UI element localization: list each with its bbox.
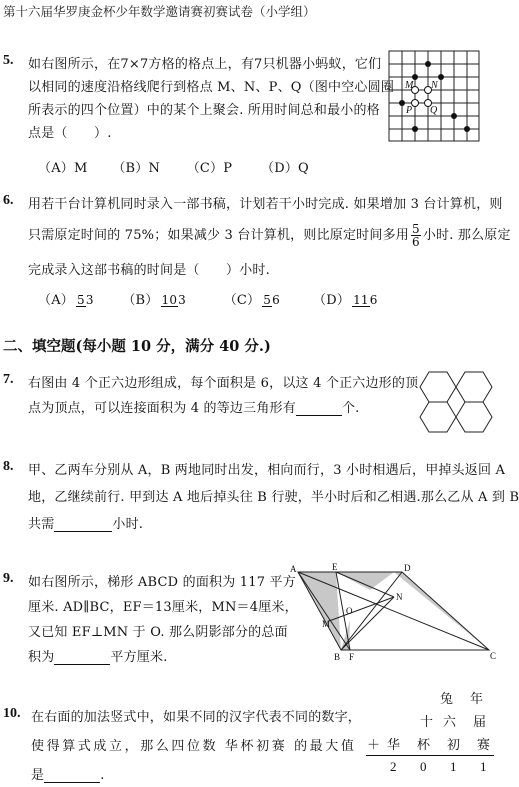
label-q: Q (430, 105, 438, 116)
label-m: M (322, 619, 331, 629)
q5-line-4: 点是（ ）. (28, 126, 112, 141)
q7-answer-blank[interactable] (296, 403, 342, 416)
hexagon-bottom-left (420, 402, 456, 432)
trapezoid-figure (284, 564, 498, 664)
q6-option-d[interactable]: （D） 116 (313, 293, 378, 308)
hexagon-bottom-right (456, 402, 492, 432)
q9-line-3: 又已知 EF⊥MN 于 O. 那么阴影部分的总面 (28, 625, 288, 640)
q5-option-d[interactable]: （D）Q (261, 161, 309, 176)
q10-line-3: 是 . (31, 768, 105, 783)
hexagon-top-right (456, 372, 492, 402)
label-o: O (346, 606, 353, 616)
q7-number: 7. (3, 372, 14, 387)
q8-line-2: 地，乙继续前行. 甲到达 A 地后掉头往 B 行驶，半小时后和乙相遇.那么乙从 A 到 B (28, 490, 519, 505)
q9-line-4: 积为 平方厘米. (28, 650, 168, 665)
q8-line-3: 共需 小时. (28, 517, 144, 532)
q5-line-2: 以相同的速度沿格线爬行到格点 M、N、P、Q（图中空心圆圈 (28, 80, 395, 95)
puzzle-row-3: ＋ 华 杯 初 赛 (367, 738, 491, 753)
q6-inline-fraction: $\frac{5}{6}$ (411, 222, 420, 249)
q10-number: 10. (3, 706, 21, 721)
q9-answer-blank[interactable] (54, 652, 110, 665)
ant-grid-figure (385, 47, 485, 147)
q6-option-b[interactable]: （B） 103 (122, 293, 187, 308)
q9-line-1: 如右图所示，梯形 ABCD 的面积为 117 平方 (28, 575, 296, 590)
q6-number: 6. (3, 193, 14, 208)
q8-line-1: 甲、乙两车分别从 A，B 两地同时出发，相向而行，3 小时相遇后，甲掉头返回 A (28, 463, 506, 478)
section-2-title: 二、填空题(每小题 10 分，满分 40 分.) (3, 338, 271, 355)
q5-number: 5. (3, 53, 14, 68)
ant-dots (399, 61, 470, 132)
label-n: N (431, 80, 438, 91)
label-n: N (396, 592, 403, 602)
q9-number: 9. (3, 571, 14, 586)
q5-line-1: 如右图所示，在7×7方格的格点上，有7只机器小蚂蚁，它们 (28, 57, 382, 72)
puzzle-row-1: 兔 年 (440, 692, 484, 707)
q6-line-3: 完成录入这部书稿的时间是（ ）小时. (28, 263, 270, 278)
q5-option-b[interactable]: （B）N (112, 161, 161, 176)
label-b: B (334, 652, 341, 662)
hexagon-top-left (420, 372, 456, 402)
q7-line-1: 右图由 4 个正六边形组成，每个面积是 6，以这 4 个正六边形的顶 (28, 376, 419, 391)
label-m: M (405, 80, 414, 91)
puzzle-row-4: 2 0 1 1 (390, 759, 487, 774)
hexagon-figure (418, 368, 500, 438)
q6-line-2-text: 只需原定时间的 75%；如果减少 3 台计算机，则比原定时间多用 (28, 228, 409, 243)
q5-options (38, 157, 331, 176)
q5-option-c[interactable]: （C）P (186, 161, 233, 176)
q7-line-2: 点为顶点，可以连接面积为 4 的等边三角形有 个. (28, 401, 360, 416)
q10-answer-blank[interactable] (44, 770, 100, 783)
q5-line-3: 所表示的四个位置）中的某个上聚会. 所用时间总和最小的格 (28, 103, 380, 118)
exam-header: 第十六届华罗庚金杯少年数学邀请赛初赛试卷（小学组） (3, 4, 316, 19)
q5-option-a[interactable]: （A）M (38, 161, 88, 176)
label-a: A (290, 564, 297, 574)
label-d: D (404, 563, 411, 573)
puzzle-sum-line (366, 755, 494, 756)
q6-line-2 (28, 223, 511, 248)
puzzle-row-2: 十 六 届 (420, 715, 487, 730)
label-p: P (406, 105, 413, 116)
q8-number: 8. (3, 459, 14, 474)
q9-line-2: 厘米. AD∥BC，EF＝13厘米，MN＝4厘米， (28, 600, 298, 615)
q10-line-2: 使得算式成立，那么四位数 华杯初赛 的最大值 (31, 739, 357, 754)
q6-line-1: 用若干台计算机同时录入一部书稿，计划若干小时完成. 如果增加 3 台计算机，则 (28, 197, 503, 212)
label-c: C (490, 651, 497, 661)
q8-answer-blank[interactable] (54, 519, 112, 532)
q6-option-a[interactable]: （A） 53 (38, 293, 94, 308)
q6-options (38, 289, 398, 308)
label-e: E (332, 562, 338, 572)
q6-line-2-text-b: 小时. 那么原定 (422, 228, 511, 243)
q6-option-c[interactable]: （C） 56 (223, 293, 280, 308)
label-f: F (349, 652, 355, 662)
q10-line-1: 在右面的加法竖式中，如果不同的汉字代表不同的数字， (31, 710, 362, 725)
